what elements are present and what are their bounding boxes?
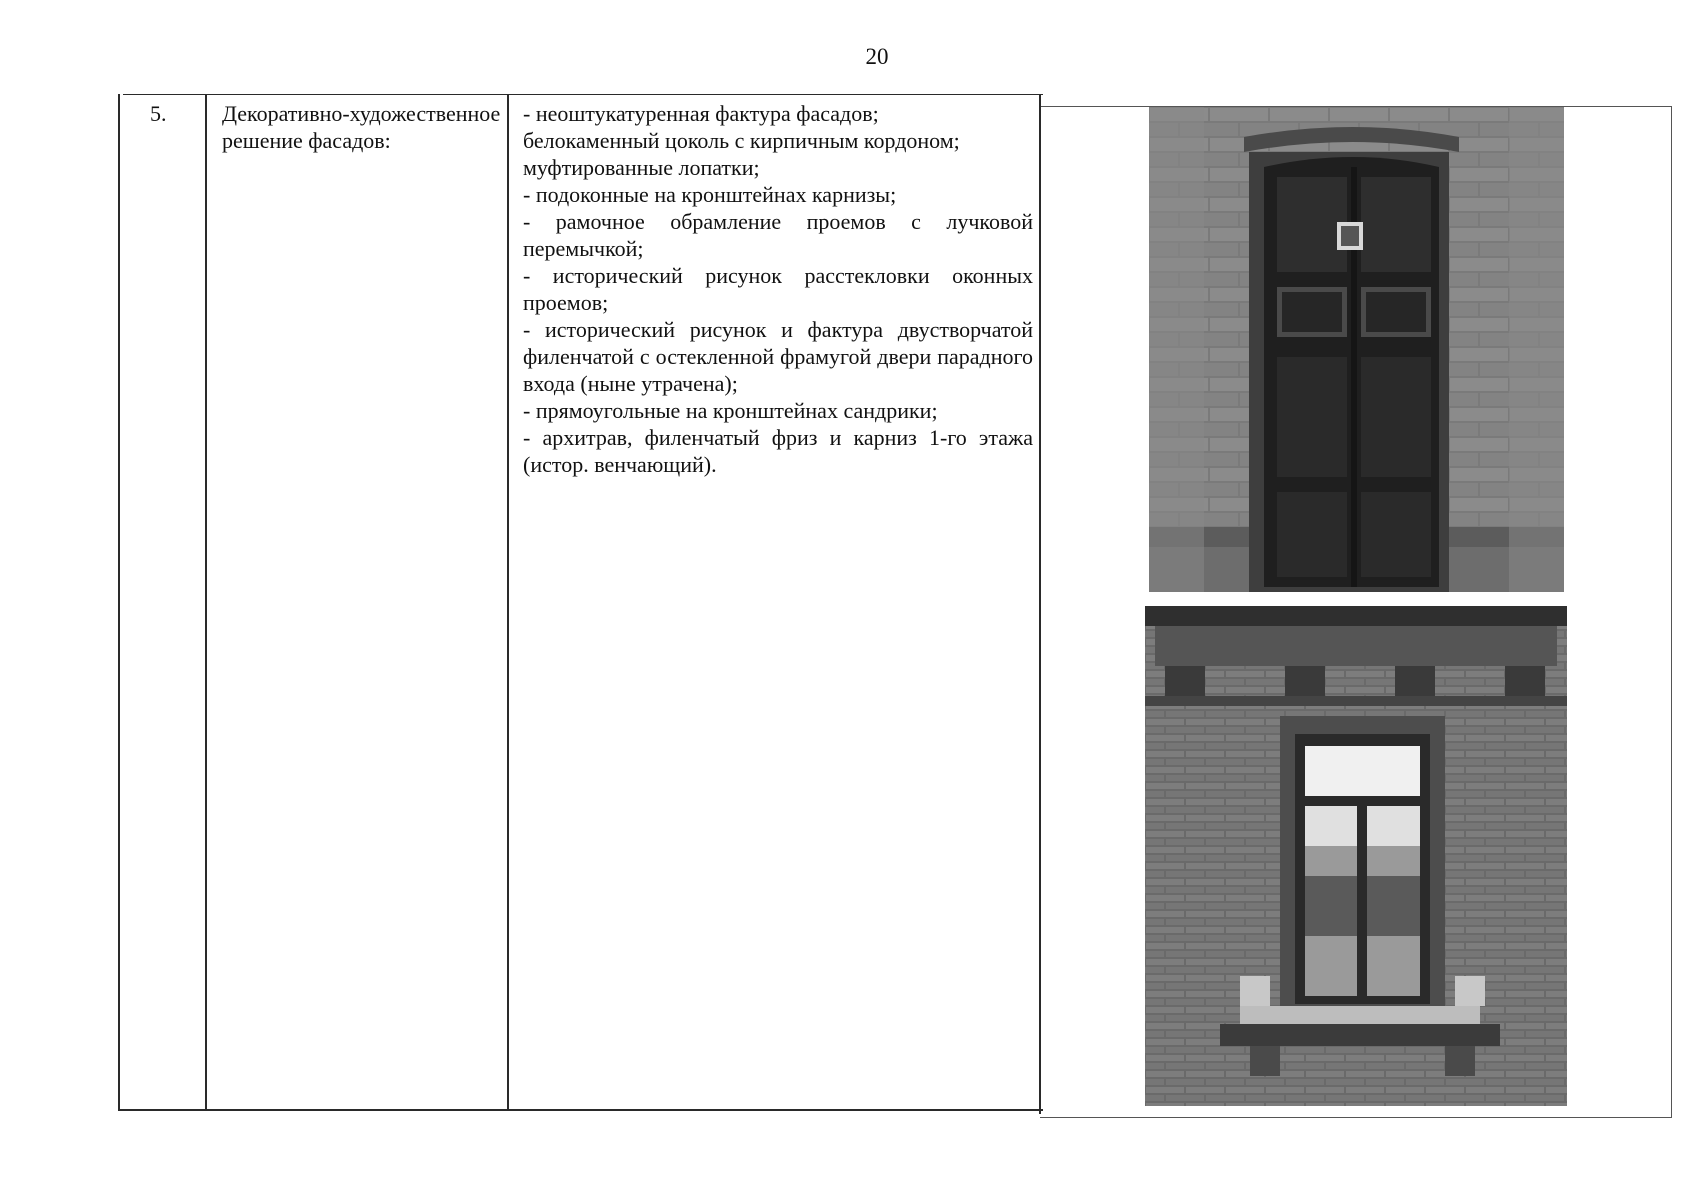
table-bottom-border-right (1040, 1117, 1672, 1118)
description-line: - подоконные на кронштейнах карнизы; (523, 182, 897, 207)
description-line: - неоштукатуренная фактура фасадов; (523, 101, 879, 126)
description-line: - исторический рисунок расстекловки оконных проемов; (523, 263, 1033, 315)
description-line: - исторический рисунок и фактура двустворчатой филенчатой с остекленной фрамугой двери парадного входа (ныне утрачена); (523, 317, 1033, 396)
door-photo-icon (1149, 107, 1564, 592)
table-top-border (123, 94, 1043, 95)
window-photo-icon (1145, 606, 1567, 1106)
door-photo (1149, 107, 1564, 592)
table-bottom-border (118, 1109, 1043, 1111)
description-line: белокаменный цоколь с кирпичным кордоном; (523, 128, 960, 153)
description-line: - архитрав, филенчатый фриз и карниз 1-го этажа (истор. венчающий). (523, 425, 1033, 477)
table-left-border (118, 94, 120, 1110)
description-line: муфтированные лопатки; (523, 155, 760, 180)
description-line: - прямоугольные на кронштейнах сандрики; (523, 398, 938, 423)
description-line: - рамочное обрамление проемов с лучковой перемычкой; (523, 209, 1033, 261)
page-number: 20 (865, 44, 889, 69)
column-divider-3 (1039, 94, 1041, 1114)
column-divider-1 (205, 94, 207, 1110)
row-description (523, 100, 1033, 478)
row-number: 5. (150, 101, 167, 126)
row-name: Декоративно-художественное решение фасадов: (222, 101, 501, 153)
window-photo (1145, 606, 1567, 1106)
column-divider-2 (507, 94, 509, 1110)
table-right-border (1671, 106, 1672, 1118)
